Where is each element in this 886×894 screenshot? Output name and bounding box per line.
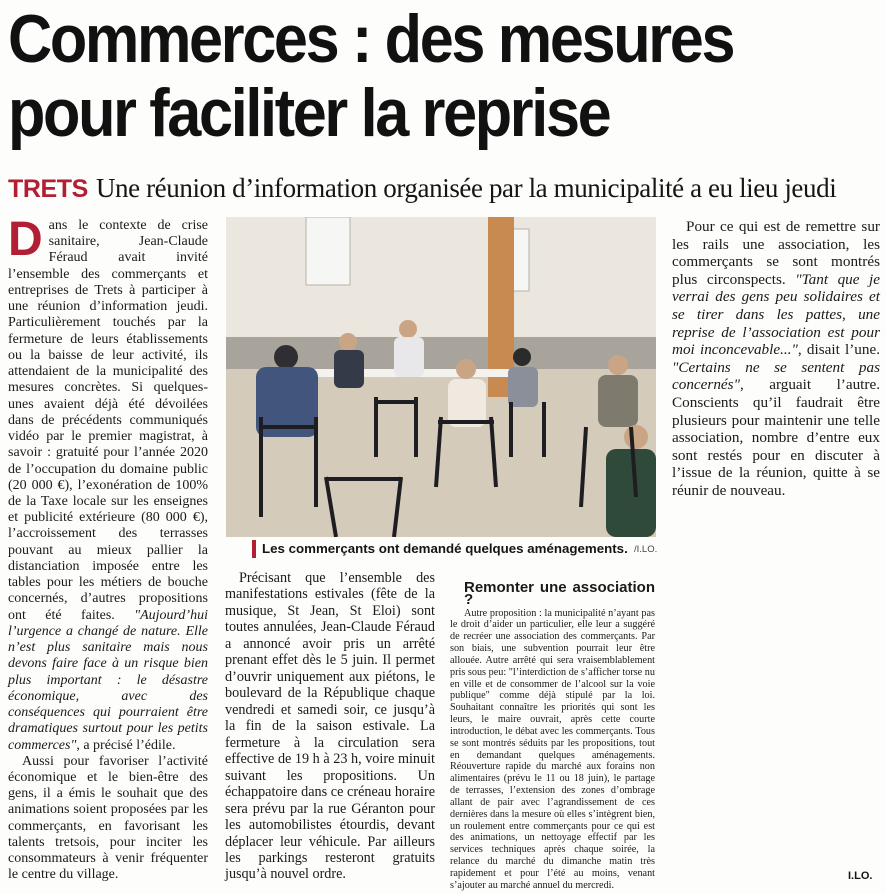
article-column-4 bbox=[672, 218, 880, 500]
paragraph-1-text: ans le contexte de crise sanitaire, Jean-Claude Féraud avait invité l’ensemble des commerçants et entreprises de Trets à participer à une réunion d’information jeudi. Particulièrement touchés par la fermeture de leurs établissements ou la baisse de leur activité, ils attendaient de la municipalité des mesures concrètes. Si quelques-unes avaient déjà été dévoilées dans de précédents communiqués vidéo par le premier magistrat, à savoir : gratuité pour l’année 2020 de l’occupation du domaine public (20 000 €), l’exonération de 100% de la Taxe locale sur les enseignes et publicité extérieure (80 000 €), l’accroissement des terrasses pouvant au mieux pallier la distanciation imposée entre les tables pour les métiers de bouche concernés, d’autres propositions ont été faites. bbox=[8, 218, 208, 623]
photo-caption: Les commerçants ont demandé quelques aménagements. bbox=[262, 541, 628, 556]
article-paragraph-3: Précisant que l’ensemble des manifestations estivales (fête de la musique, St Jean, St Eloi) sont toutes annulées, Jean-Claude Féraud a annoncé avoir pris un arrêté prenant effet dès le 5 juin. Il permet d’ouvrir uniquement aux piétons, le boulevard de la République chaque vendredi et samedi soir, ce jusqu’à la fin de la saison estivale. La fermeture à la circulation sera effective de 19 h à 23 h, voire minuit suivant les propositions. Un échappatoire dans ce créneau horaire sera prévu par la rue Géranton pour les automobilistes étourdis, devant déplacer leur véhicule. Par ailleurs les parkings resteront gratuits jusqu’à nouvel ordre. bbox=[225, 570, 435, 883]
paragraph-5-quote-1: "Tant que je verrai des gens peu solidaires et se tirer dans les pattes, une reprise de l’association est pour moi inconcevable..." bbox=[672, 270, 880, 359]
section-heading: Remonter une association ? bbox=[464, 579, 655, 608]
photo-credit: /I.LO. bbox=[634, 544, 658, 555]
headline-line-1: Commerces : des mesures bbox=[8, 1, 734, 77]
meeting-photo bbox=[226, 217, 656, 537]
paragraph-1-quote: "Aujourd’hui l’urgence a changé de nature. Elle n’est plus sanitaire mais nous devons faire face à un risque bien plus important : le désastre économique, avec des conséquences qui pourraient être dramatiques surtout pour les petits commerces" bbox=[8, 607, 208, 753]
article-paragraph-2: Aussi pour favoriser l’activité économique et le bien-être des gens, il a émis le souhait que des animations soient proposées par les commerçants, en favorisant les talents tretsois, pour inciter les consommateurs à venir fréquenter le centre du village. bbox=[8, 753, 208, 883]
headline-line-2: pour faciliter la reprise bbox=[8, 75, 610, 151]
article-paragraph-4: Autre proposition : la municipalité n’ayant pas le droit d’aider un particulier, elle leur a suggéré de recréer une association des commerçants. Par son biais, une subvention pourrait leur être allouée. Autre arrêté qui sera vraisemblablement pris sous peu: "l’interdiction de s’afficher torse nu en ville et de consommer de l’alcool sur la voie publique" comme déjà stipulé par la loi. Souhaitant connaître les priorités qui sont les leurs, le maire ouvrait, après cette courte introduction, le débat avec les commerçants. Tous se sont montrés séduits par les propositions, tout en demandant quelques aménagements. Réouverture rapide du marché aux forains non alimentaires (prévu le 11 ou 18 juin), le partage de terrasses, l’extension des zones d’ombrage allant de pair avec l’agrandissement de ces dernières dans la mesure où elles s’intègrent bien, un roulement entre commerçants pour ce qui est des animations, un nettoyage effectif par les services techniques après chaque soirée, la relance du marché du dimanche matin très rapidement et pour l’été au moins, venant s’ajouter au marché annuel du mercredi. bbox=[450, 607, 655, 891]
subheadline-text: Une réunion d’information organisée par la municipalité a eu lieu jeudi bbox=[95, 173, 837, 203]
article-column-1 bbox=[8, 213, 208, 884]
article-column-3 bbox=[450, 570, 655, 892]
drop-cap: D bbox=[8, 213, 43, 266]
paragraph-5-end: , arguait l’autre. Conscients qu’il faudrait être plusieurs pour maintenir une telle association, nombre d’entre eux sont restés pour en discuter à l’issue de la réunion, quitte à se réunir de nouveau. bbox=[672, 376, 880, 499]
paragraph-5-quote-2: "Certains ne se sentent pas concernés" bbox=[672, 358, 880, 394]
article-paragraph-5 bbox=[672, 218, 880, 500]
paragraph-1-end: , a précisé l’édile. bbox=[76, 737, 176, 753]
caption-marker bbox=[252, 540, 256, 558]
meeting-photo-illustration bbox=[226, 217, 656, 537]
paragraph-5-mid: , disait l’une. bbox=[797, 341, 880, 359]
location-kicker: TRETS bbox=[8, 175, 88, 203]
article-paragraph-1 bbox=[8, 213, 208, 754]
author-signature: I.LO. bbox=[848, 870, 873, 882]
subheadline bbox=[8, 172, 883, 205]
article-column-2 bbox=[225, 570, 435, 883]
headline bbox=[8, 2, 796, 150]
paragraph-5-start: Pour ce qui est de remettre sur les rails une association, les commerçants se sont montrés plus circonspects. bbox=[672, 218, 880, 288]
